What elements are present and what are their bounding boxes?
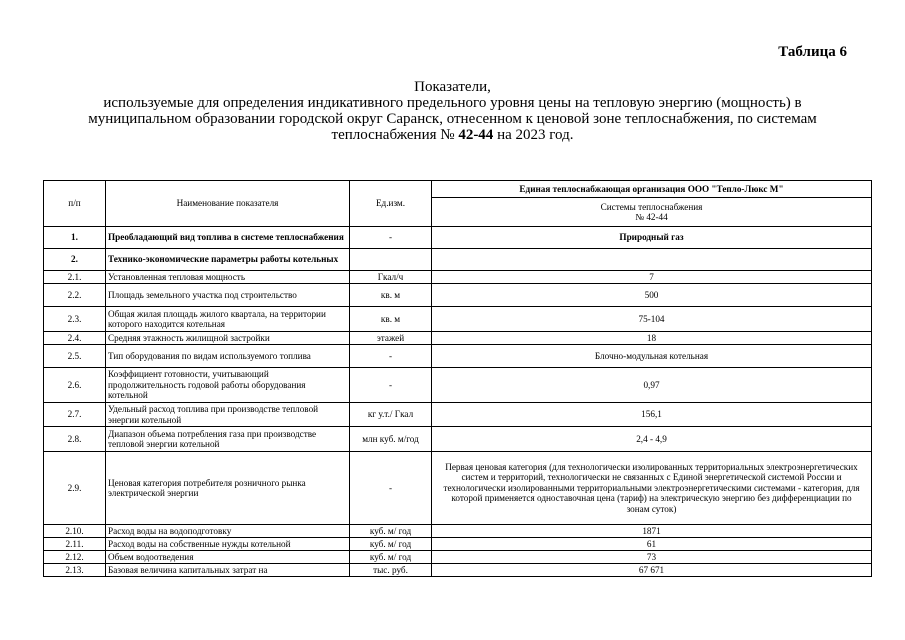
table-row xyxy=(44,525,872,538)
system-numbers: 42-44 xyxy=(458,127,494,143)
row-unit: млн куб. м/год xyxy=(350,427,432,452)
table-number: Таблица 6 xyxy=(778,44,847,60)
row-indicator: Удельный расход топлива при производстве тепловой энергии котельной xyxy=(106,403,350,427)
row-indicator: Общая жилая площадь жилого квартала, на территории которого находится котельная xyxy=(106,307,350,332)
row-indicator: Установленная тепловая мощность xyxy=(106,271,350,284)
row-unit: Гкал/ч xyxy=(350,271,432,284)
table-row xyxy=(44,249,872,271)
row-indicator: Преобладающий вид топлива в системе теплоснабжения xyxy=(106,227,350,249)
row-value xyxy=(432,249,872,271)
row-unit: куб. м/ год xyxy=(350,525,432,538)
row-indicator: Расход воды на водоподготовку xyxy=(106,525,350,538)
row-number: 2.11. xyxy=(44,538,106,551)
row-indicator: Коэффициент готовности, учитывающий продолжительность годовой работы оборудования котельной xyxy=(106,368,350,403)
row-number: 2.2. xyxy=(44,284,106,307)
row-number: 2.1. xyxy=(44,271,106,284)
heading-line-2: используемые для определения индикативного предельного уровня цены на тепловую энергию (мощность) в xyxy=(103,95,802,111)
table-row xyxy=(44,227,872,249)
row-indicator: Средняя этажность жилищной застройки xyxy=(106,332,350,345)
row-number: 2.3. xyxy=(44,307,106,332)
heading-line-1: Показатели, xyxy=(414,79,491,95)
row-unit: куб. м/ год xyxy=(350,538,432,551)
row-value: 61 xyxy=(432,538,872,551)
row-value: 0,97 xyxy=(432,368,872,403)
table-row xyxy=(44,452,872,525)
row-indicator: Ценовая категория потребителя розничного рынка электрической энергии xyxy=(106,452,350,525)
row-unit: - xyxy=(350,227,432,249)
row-value: 2,4 - 4,9 xyxy=(432,427,872,452)
row-number: 2.8. xyxy=(44,427,106,452)
row-value: 1871 xyxy=(432,525,872,538)
row-unit: кг у.т./ Гкал xyxy=(350,403,432,427)
row-unit: этажей xyxy=(350,332,432,345)
row-unit: кв. м xyxy=(350,307,432,332)
row-value: Первая ценовая категория (для технологически изолированных территориальных электроэнергетических систем и территорий, технологически не связанных с Единой энергетической системой России и технологически изолированными территориальными электроэнергетическими системами - категория, для которой применяется одноставочная цена (тариф) на электрическую энергию без дифференциации по зонам суток) xyxy=(432,452,872,525)
table-row xyxy=(44,538,872,551)
header-organization: Единая теплоснабжающая организация ООО "Тепло-Люкс М" xyxy=(432,181,872,198)
row-value: 73 xyxy=(432,551,872,564)
heading-line-4 xyxy=(40,127,865,143)
table-row xyxy=(44,427,872,452)
row-unit: куб. м/ год xyxy=(350,551,432,564)
row-indicator: Расход воды на собственные нужды котельной xyxy=(106,538,350,551)
header-unit: Ед.изм. xyxy=(350,181,432,227)
row-indicator: Базовая величина капитальных затрат на xyxy=(106,564,350,577)
header-row-org xyxy=(44,181,872,198)
row-value: 67 671 xyxy=(432,564,872,577)
row-indicator: Диапазон объема потребления газа при производстве тепловой энергии котельной xyxy=(106,427,350,452)
header-indicator-name: Наименование показателя xyxy=(106,181,350,227)
row-indicator: Объем водоотведения xyxy=(106,551,350,564)
row-number: 2.4. xyxy=(44,332,106,345)
row-unit: - xyxy=(350,345,432,368)
table-row xyxy=(44,403,872,427)
heading-line-4-prefix: теплоснабжения № xyxy=(331,127,459,143)
heading-line-3: муниципальном образовании городской округ Саранск, отнесенном к ценовой зоне теплоснабжения, по системам xyxy=(88,111,817,127)
row-number: 2.9. xyxy=(44,452,106,525)
table-row xyxy=(44,345,872,368)
row-value: Блочно-модульная котельная xyxy=(432,345,872,368)
table-row xyxy=(44,307,872,332)
row-unit: - xyxy=(350,368,432,403)
table-row xyxy=(44,368,872,403)
row-indicator: Технико-экономические параметры работы котельных xyxy=(106,249,350,271)
row-value: 7 xyxy=(432,271,872,284)
row-number: 2.10. xyxy=(44,525,106,538)
document-heading xyxy=(40,79,865,143)
row-indicator: Площадь земельного участка под строительство xyxy=(106,284,350,307)
row-number: 2.5. xyxy=(44,345,106,368)
heading-line-4-suffix: на 2023 год. xyxy=(493,127,574,143)
row-number: 2. xyxy=(44,249,106,271)
row-number: 2.7. xyxy=(44,403,106,427)
table-row xyxy=(44,271,872,284)
row-value: 156,1 xyxy=(432,403,872,427)
row-number: 1. xyxy=(44,227,106,249)
table-row xyxy=(44,564,872,577)
table-row xyxy=(44,551,872,564)
table-row xyxy=(44,332,872,345)
row-unit: кв. м xyxy=(350,284,432,307)
indicators-table xyxy=(43,180,872,577)
header-number: п/п xyxy=(44,181,106,227)
row-unit: тыс. руб. xyxy=(350,564,432,577)
row-number: 2.6. xyxy=(44,368,106,403)
row-number: 2.12. xyxy=(44,551,106,564)
row-value: 18 xyxy=(432,332,872,345)
row-indicator: Тип оборудования по видам используемого топлива xyxy=(106,345,350,368)
table-row xyxy=(44,284,872,307)
row-value: 500 xyxy=(432,284,872,307)
row-number: 2.13. xyxy=(44,564,106,577)
row-value: Природный газ xyxy=(432,227,872,249)
row-value: 75-104 xyxy=(432,307,872,332)
row-unit xyxy=(350,249,432,271)
header-systems-line-1: Системы теплоснабжения xyxy=(600,201,703,212)
header-systems xyxy=(432,198,872,227)
header-systems-line-2: № 42-44 xyxy=(635,212,668,222)
row-unit: - xyxy=(350,452,432,525)
